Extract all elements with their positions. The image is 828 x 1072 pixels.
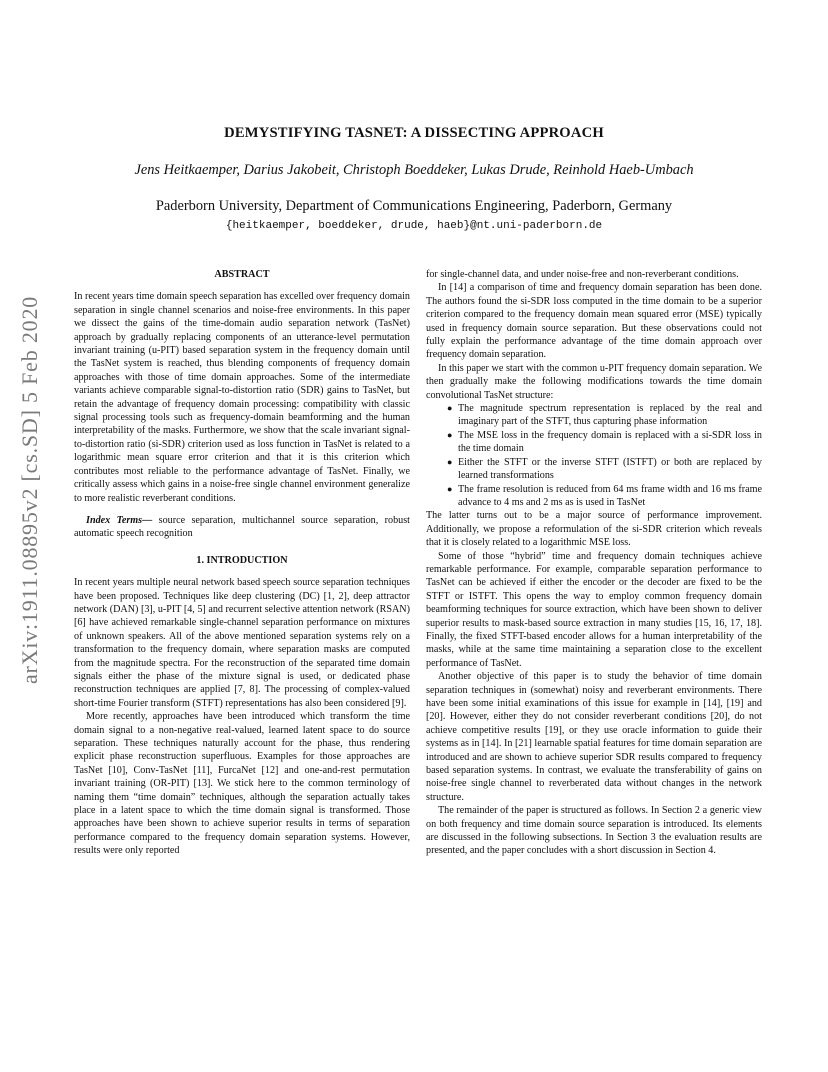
list-item: [447, 402, 762, 429]
author-list: Jens Heitkaemper, Darius Jakobeit, Christoph Boeddeker, Lukas Drude, Reinhold Haeb-Umbach: [134, 162, 694, 178]
list-item: [447, 483, 762, 510]
intro-paragraph-3: In [14] a comparison of time and frequency domain separation has been done. The authors found the si-SDR loss computed in the time domain to be a superior criterion compared to the frequency domain mean squared error (MSE) typically used in frequency domain source separation. But these observations could not fully explain the performance advantage of the time domain approach over frequency domain separation.: [426, 282, 762, 361]
arxiv-stamp-text: arXiv:1911.08895v2 [cs.SD] 5 Feb 2020: [17, 295, 42, 685]
intro-paragraph-7: Another objective of this paper is to study the behavior of time domain separation techniques in (somewhat) noisy and reverberant environments. There have been some initial examinations of this issue for example in [14], [19] and [20]. However, either they do not consider reverberant conditions [20], do not achieve competitive results [19], or they use oracle information to guide their systems as in [14]. In [21] learnable spatial features for time domain separation are introduced and are shown to achieve superior SDR results compared to frequency based separation systems. In contrast, we evaluate the transferability of gains on noise-free single channel to reverberated data without changes in the network structure.: [426, 671, 762, 803]
left-column: [74, 268, 410, 858]
abstract-text: In recent years time domain speech separation has excelled over frequency domain separation in single channel scenarios and noise-free environments. In this paper we dissect the gains of the time-domain audio separation network (TasNet) approach by gradually replacing components of an utterance-level permutation invariant training (u-PIT) based separation system in the frequency domain until the TasNet system is reached, thus blending components of frequency domain approaches with those of time domain approaches. Some of the intermediate variants achieve comparable signal-to-distortion ratio (SDR) gains to TasNet, but retain the advantage of frequency domain processing: compatibility with classic signal processing tools such as frequency-domain beamforming and the human interpretability of the masks. Furthermore, we show that the scale invariant signal-to-distortion ratio (si-SDR) criterion used as loss function in TasNet is related to a logarithmic mean square error criterion and that it is this criterion which contributes most reliable to the performance advantage of TasNet. Finally, we critically assess which gains in a noise-free single channel environment generalize to more realistic reverberant conditions.: [74, 291, 410, 504]
intro-paragraph-4: In this paper we start with the common u-PIT frequency domain separation. We then gradually make the following modifications towards the time domain convolutional TasNet structure:: [426, 362, 762, 401]
intro-paragraph-8: The remainder of the paper is structured as follows. In Section 2 a generic view on both frequency and time domain source separation is introduced. Its elements are discussed in the following subsections. In Section 3 the evaluation results are presented, and the paper concludes with a short discussion in Section 4.: [426, 805, 762, 857]
intro-paragraph-6: Some of those “hybrid” time and frequency domain techniques achieve remarkable performance. For example, comparable separation performance to TasNet can be achieved if either the encoder or the decoder are fixed to be the STFT or ISTFT. This opens the way to employ common frequency domain beamforming techniques for source extraction, which have been shown to deliver superior results to mask-based source extraction in many studies [15, 16, 17, 18]. Finally, the fixed STFT-based encoder allows for a human interpretability of the masks, while at the same time maintaining a separation close to the excellent performance of TasNet.: [426, 550, 762, 669]
intro-paragraph-2: More recently, approaches have been introduced which transform the time domain signal to a non-negative real-valued, learned latent space to do source separation. These techniques naturally account for the phase, thus rendering explicit phase reconstruction superfluous. Examples for those approaches are TasNet [10], Conv-TasNet [11], FurcaNet [12] and one-and-rest permutation invariant training (OR-PIT) [13]. We stick here to the common terminology of naming them “time domain” techniques, although the separation actually takes place in a latent space to which the time domain signal is transformed. Those approaches have been shown to achieve superior results in terms of separation performance compared to the frequency domain separation systems. However, results were only reported: [74, 711, 410, 857]
arxiv-stamp: [10, 295, 50, 685]
bullet-icon: ●: [447, 403, 453, 414]
index-terms: [74, 514, 410, 541]
intro-paragraph-5: The latter turns out to be a major source of performance improvement. Additionally, we propose a reformulation of the si-SDR criterion which reveals that it is closely related to a logarithmic MSE loss.: [426, 510, 762, 549]
intro-paragraph-2-continued: for single-channel data, and under noise-free and non-reverberant conditions.: [426, 269, 739, 280]
paper-title: DEMYSTIFYING TASNET: A DISSECTING APPROACH: [224, 125, 604, 141]
list-item: [447, 456, 762, 483]
list-item: [447, 429, 762, 456]
abstract-heading: ABSTRACT: [214, 269, 270, 280]
bullet-icon: ●: [447, 483, 453, 494]
section-heading-introduction: 1. INTRODUCTION: [196, 554, 288, 566]
email-line: {heitkaemper, boeddeker, drude, haeb}@nt.uni-paderborn.de: [225, 220, 603, 232]
affiliation: Paderborn University, Department of Communications Engineering, Paderborn, Germany: [155, 198, 673, 214]
right-column: [426, 268, 762, 858]
intro-paragraph-1: In recent years multiple neural network based speech source separation techniques have been proposed. Techniques like deep clustering (DC) [1, 2], deep attractor network (DAN) [3], u-PIT [4, 5] and recurrent selective attention network (RSAN) [6] have achieved remarkable single-channel separation performance on mixtures of unknown speakers. All of the above mentioned separation systems rely on a transformation to the frequency domain, where separation masks are computed from the magnitude spectra. For the reconstruction of the separated time domain signals either the phase of the mixture signal is used, or dedicated phase reconstruction techniques are applied [7, 8]. The processing of complex-valued short-time Fourier transform (STFT) representations has also been considered [9].: [74, 577, 410, 709]
bullet-icon: ●: [447, 456, 453, 467]
list-item-text: Either the STFT or the inverse STFT (ISTFT) or both are replaced by learned transformations: [458, 456, 762, 482]
list-item-text: The magnitude spectrum representation is replaced by the real and imaginary part of the STFT, thus capturing phase information: [458, 403, 762, 428]
list-item-text: The MSE loss in the frequency domain is replaced with a si-SDR loss in the time domain: [458, 429, 762, 455]
bullet-icon: ●: [447, 429, 453, 440]
modification-list: [426, 402, 762, 509]
index-terms-label: Index Terms—: [86, 514, 153, 526]
index-terms-text: source separation, multichannel source separation, robust automatic speech recognition: [74, 514, 410, 540]
list-item-text: The frame resolution is reduced from 64 ms frame width and 16 ms frame advance to 4 ms and 2 ms as is used in TasNet: [458, 483, 762, 508]
